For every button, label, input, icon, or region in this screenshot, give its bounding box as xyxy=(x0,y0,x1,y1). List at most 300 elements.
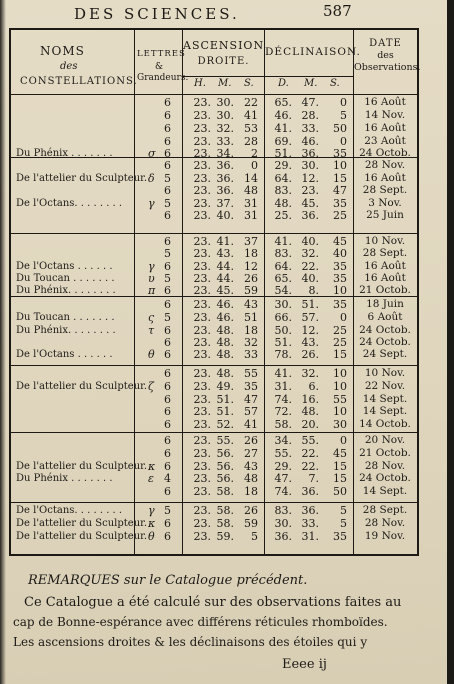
ra-hours: 23. xyxy=(193,272,211,285)
star-letter: κ xyxy=(148,517,156,530)
star-magnitude: 6 xyxy=(164,393,171,406)
observation-date: 18 Juin xyxy=(366,298,404,310)
star-magnitude: 6 xyxy=(164,367,171,380)
star-magnitude: 6 xyxy=(164,147,171,160)
col-lettres-gr: Grandeurs. xyxy=(137,73,189,83)
dec-degrees: 30. xyxy=(274,517,292,530)
running-header: DES SCIENCES. xyxy=(74,5,240,23)
ra-minutes: 59. xyxy=(216,530,234,543)
col-noms-header: NOMS xyxy=(40,44,85,58)
dec-minutes: 40. xyxy=(301,272,319,285)
star-magnitude: 5 xyxy=(164,311,171,324)
dec-minutes: 12. xyxy=(301,324,319,337)
dec-minutes: 20. xyxy=(301,418,319,431)
constellation-name: Du Phénix. . . . . . . . xyxy=(16,285,116,296)
ra-minutes: 48. xyxy=(216,336,234,349)
remarks-title: REMARQUES sur le Catalogue précédent. xyxy=(28,573,308,588)
table-row xyxy=(0,405,454,418)
star-magnitude: 6 xyxy=(164,184,171,197)
ra-hours: 23. xyxy=(193,247,211,260)
table-row xyxy=(0,418,454,431)
dec-seconds: 10 xyxy=(333,159,347,172)
observation-date: 22 Nov. xyxy=(364,380,406,392)
dec-minutes: 12. xyxy=(301,172,319,185)
dec-minutes: 23. xyxy=(301,184,319,197)
observation-date: 28 Nov. xyxy=(364,517,406,529)
star-magnitude: 6 xyxy=(164,348,171,361)
dec-seconds: 35 xyxy=(333,530,347,543)
dec-seconds: 45 xyxy=(333,447,347,460)
ra-hours: 23. xyxy=(193,298,211,311)
ra-seconds: 33 xyxy=(244,348,258,361)
dec-degrees: 64. xyxy=(274,260,292,273)
dec-degrees: 65. xyxy=(274,96,292,109)
remarks-line-1: Ce Catalogue a été calculé sur des observations faites au xyxy=(24,595,402,610)
table-row xyxy=(0,447,454,460)
dec-seconds: 5 xyxy=(340,109,347,122)
unit-ds: S. xyxy=(330,78,340,89)
ra-minutes: 46. xyxy=(216,298,234,311)
dec-degrees: 55. xyxy=(274,447,292,460)
dec-seconds: 10 xyxy=(333,367,347,380)
dec-seconds: 30 xyxy=(333,418,347,431)
table-row xyxy=(0,348,454,361)
table-row xyxy=(0,380,454,393)
observation-date: 28 Nov. xyxy=(364,460,406,472)
table-row xyxy=(0,504,454,517)
table-row xyxy=(0,485,454,498)
star-magnitude: 6 xyxy=(164,235,171,248)
observation-date: 24 Octob. xyxy=(359,336,411,348)
ra-minutes: 34. xyxy=(216,147,234,160)
constellation-name: De l'attelier du Sculpteur. xyxy=(16,381,148,392)
table-row xyxy=(0,434,454,447)
table-row xyxy=(0,96,454,109)
col-noms-const: CONSTELLATIONS. xyxy=(20,76,138,87)
ra-minutes: 56. xyxy=(216,472,234,485)
star-magnitude: 5 xyxy=(164,504,171,517)
observation-date: 28 Sept. xyxy=(362,184,408,196)
star-magnitude: 6 xyxy=(164,122,171,135)
ra-minutes: 44. xyxy=(216,272,234,285)
dec-minutes: 36. xyxy=(301,504,319,517)
observation-date: 16 Août xyxy=(364,122,406,134)
ra-minutes: 56. xyxy=(216,447,234,460)
ra-hours: 23. xyxy=(193,96,211,109)
star-letter: θ xyxy=(148,530,155,543)
ra-seconds: 18 xyxy=(244,324,258,337)
dec-seconds: 35 xyxy=(333,272,347,285)
group-rule xyxy=(9,233,419,234)
star-letter: δ xyxy=(148,172,155,185)
observation-date: 20 Nov. xyxy=(364,434,406,446)
dec-minutes: 36. xyxy=(301,485,319,498)
ra-hours: 23. xyxy=(193,284,211,297)
dec-seconds: 35 xyxy=(333,197,347,210)
ra-hours: 23. xyxy=(193,311,211,324)
dec-seconds: 50 xyxy=(333,122,347,135)
dec-degrees: 74. xyxy=(274,393,292,406)
observation-date: 23 Août xyxy=(364,135,406,147)
dec-degrees: 72. xyxy=(274,405,292,418)
observation-date: 16 Août xyxy=(364,260,406,272)
observation-date: 14 Nov. xyxy=(364,109,406,121)
col-date-header: DATE xyxy=(369,38,402,49)
col-lettres-header: LETTRES xyxy=(137,49,186,59)
ra-hours: 23. xyxy=(193,485,211,498)
dec-minutes: 26. xyxy=(301,348,319,361)
ra-minutes: 52. xyxy=(216,418,234,431)
dec-minutes: 36. xyxy=(301,147,319,160)
star-magnitude: 5 xyxy=(164,247,171,260)
dec-degrees: 54. xyxy=(274,284,292,297)
star-letter: ε xyxy=(148,472,154,485)
ra-hours: 23. xyxy=(193,348,211,361)
ra-seconds: 35 xyxy=(244,380,258,393)
unit-h: H. xyxy=(194,78,206,89)
ra-minutes: 33. xyxy=(216,135,234,148)
star-magnitude: 6 xyxy=(164,405,171,418)
dec-degrees: 46. xyxy=(274,109,292,122)
dec-degrees: 30. xyxy=(274,298,292,311)
star-magnitude: 6 xyxy=(164,324,171,337)
dec-minutes: 7. xyxy=(308,472,319,485)
dec-seconds: 40 xyxy=(333,247,347,260)
dec-degrees: 64. xyxy=(274,172,292,185)
ra-minutes: 51. xyxy=(216,405,234,418)
ra-seconds: 47 xyxy=(244,393,258,406)
ra-seconds: 18 xyxy=(244,485,258,498)
dec-minutes: 40. xyxy=(301,235,319,248)
ra-hours: 23. xyxy=(193,504,211,517)
ra-minutes: 32. xyxy=(216,122,234,135)
ra-seconds: 27 xyxy=(244,447,258,460)
constellation-name: Du Toucan . . . . . . . xyxy=(16,273,115,284)
constellation-name: De l'attelier du Sculpteur. xyxy=(16,518,148,529)
dec-seconds: 50 xyxy=(333,485,347,498)
constellation-name: De l'attelier du Sculpteur. xyxy=(16,173,148,184)
star-magnitude: 6 xyxy=(164,159,171,172)
dec-minutes: 55. xyxy=(301,434,319,447)
dec-minutes: 57. xyxy=(301,311,319,324)
ra-seconds: 41 xyxy=(244,109,258,122)
star-magnitude: 6 xyxy=(164,447,171,460)
ra-minutes: 36. xyxy=(216,184,234,197)
dec-minutes: 48. xyxy=(301,405,319,418)
ra-seconds: 18 xyxy=(244,247,258,260)
star-magnitude: 6 xyxy=(164,109,171,122)
ra-seconds: 41 xyxy=(244,418,258,431)
observation-date: 10 Nov. xyxy=(364,235,406,247)
star-magnitude: 5 xyxy=(164,172,171,185)
dec-minutes: 43. xyxy=(301,336,319,349)
star-letter: ς xyxy=(148,311,155,324)
dec-minutes: 22. xyxy=(301,447,319,460)
dec-seconds: 0 xyxy=(340,434,347,447)
col-declinaison-header: DÉCLINAISON. xyxy=(265,46,361,58)
remarks-line-3: Les ascensions droites & les déclinaisons des étoiles qui y xyxy=(13,635,368,649)
observation-date: 28 Nov. xyxy=(364,159,406,171)
dec-degrees: 29. xyxy=(274,460,292,473)
ra-seconds: 43 xyxy=(244,460,258,473)
star-letter: κ xyxy=(148,460,156,473)
ra-minutes: 41. xyxy=(216,235,234,248)
ra-minutes: 36. xyxy=(216,159,234,172)
table-row xyxy=(0,209,454,222)
constellation-name: Du Phénix . . . . . . . xyxy=(16,473,113,484)
dec-minutes: 6. xyxy=(308,380,319,393)
star-magnitude: 6 xyxy=(164,298,171,311)
observation-date: 3 Nov. xyxy=(368,197,402,209)
ra-hours: 23. xyxy=(193,109,211,122)
ra-hours: 23. xyxy=(193,235,211,248)
ra-hours: 23. xyxy=(193,324,211,337)
ra-minutes: 58. xyxy=(216,485,234,498)
dec-degrees: 83. xyxy=(274,184,292,197)
ra-seconds: 22 xyxy=(244,96,258,109)
dec-degrees: 51. xyxy=(274,336,292,349)
ra-seconds: 43 xyxy=(244,298,258,311)
ra-hours: 23. xyxy=(193,434,211,447)
star-magnitude: 6 xyxy=(164,485,171,498)
observation-date: 14 Octob. xyxy=(359,418,411,430)
dec-minutes: 22. xyxy=(301,460,319,473)
ra-hours: 23. xyxy=(193,172,211,185)
observation-date: 28 Sept. xyxy=(362,247,408,259)
ra-hours: 23. xyxy=(193,135,211,148)
dec-seconds: 45 xyxy=(333,235,347,248)
dec-minutes: 46. xyxy=(301,135,319,148)
ra-minutes: 37. xyxy=(216,197,234,210)
ra-seconds: 2 xyxy=(251,147,258,160)
dec-minutes: 16. xyxy=(301,393,319,406)
dec-seconds: 55 xyxy=(333,393,347,406)
col-lettres-amp: & xyxy=(154,62,163,72)
observation-date: 19 Nov. xyxy=(364,530,406,542)
ra-hours: 23. xyxy=(193,159,211,172)
ra-hours: 23. xyxy=(193,530,211,543)
dec-degrees: 65. xyxy=(274,272,292,285)
star-letter: θ xyxy=(148,348,155,361)
table-row xyxy=(0,298,454,311)
dec-seconds: 35 xyxy=(333,147,347,160)
table-row xyxy=(0,109,454,122)
star-letter: γ xyxy=(148,197,155,210)
dec-degrees: 58. xyxy=(274,418,292,431)
star-magnitude: 6 xyxy=(164,284,171,297)
observation-date: 25 Juin xyxy=(366,209,404,221)
subheader-rule xyxy=(182,76,353,77)
constellation-name: De l'Octans . . . . . . xyxy=(16,261,113,272)
star-magnitude: 5 xyxy=(164,272,171,285)
ra-seconds: 53 xyxy=(244,122,258,135)
dec-minutes: 36. xyxy=(301,209,319,222)
dec-minutes: 33. xyxy=(301,122,319,135)
star-magnitude: 4 xyxy=(164,472,171,485)
dec-seconds: 35 xyxy=(333,260,347,273)
ra-seconds: 48 xyxy=(244,472,258,485)
dec-minutes: 30. xyxy=(301,159,319,172)
ra-seconds: 57 xyxy=(244,405,258,418)
ra-hours: 23. xyxy=(193,472,211,485)
dec-seconds: 5 xyxy=(340,517,347,530)
col-ascension-header: ASCENSION xyxy=(183,39,265,52)
table-row xyxy=(0,184,454,197)
dec-minutes: 47. xyxy=(301,96,319,109)
observation-date: 24 Octob. xyxy=(359,472,411,484)
dec-degrees: 66. xyxy=(274,311,292,324)
table-row xyxy=(0,284,454,297)
ra-minutes: 58. xyxy=(216,517,234,530)
dec-degrees: 47. xyxy=(274,472,292,485)
observation-date: 24 Octob. xyxy=(359,324,411,336)
ra-minutes: 49. xyxy=(216,380,234,393)
star-letter: γ xyxy=(148,260,155,273)
constellation-name: Du Phénix . . . . . . . xyxy=(16,148,113,159)
ra-seconds: 26 xyxy=(244,272,258,285)
dec-seconds: 5 xyxy=(340,504,347,517)
signature-mark: Eeee ij xyxy=(282,657,327,672)
ra-seconds: 26 xyxy=(244,504,258,517)
star-letter: σ xyxy=(148,147,156,160)
star-magnitude: 6 xyxy=(164,460,171,473)
unit-m: M. xyxy=(218,78,232,89)
dec-degrees: 78. xyxy=(274,348,292,361)
dec-seconds: 10 xyxy=(333,284,347,297)
ra-hours: 23. xyxy=(193,197,211,210)
table-row xyxy=(0,122,454,135)
ra-hours: 23. xyxy=(193,184,211,197)
table-row xyxy=(0,530,454,543)
dec-minutes: 32. xyxy=(301,247,319,260)
ra-seconds: 37 xyxy=(244,235,258,248)
dec-seconds: 0 xyxy=(340,96,347,109)
ra-hours: 23. xyxy=(193,405,211,418)
dec-degrees: 74. xyxy=(274,485,292,498)
star-magnitude: 6 xyxy=(164,209,171,222)
ra-seconds: 51 xyxy=(244,311,258,324)
unit-s: S. xyxy=(244,78,254,89)
observation-date: 14 Sept. xyxy=(362,393,408,405)
ra-hours: 23. xyxy=(193,517,211,530)
constellation-name: De l'Octans. . . . . . . . xyxy=(16,505,123,516)
star-magnitude: 6 xyxy=(164,434,171,447)
dec-minutes: 33. xyxy=(301,517,319,530)
dec-degrees: 29. xyxy=(274,159,292,172)
constellation-name: De l'Octans. . . . . . . . xyxy=(16,198,123,209)
ra-hours: 23. xyxy=(193,447,211,460)
ra-minutes: 51. xyxy=(216,393,234,406)
ra-hours: 23. xyxy=(193,418,211,431)
dec-degrees: 83. xyxy=(274,247,292,260)
observation-date: 14 Sept. xyxy=(362,485,408,497)
dec-degrees: 25. xyxy=(274,209,292,222)
ra-minutes: 45. xyxy=(216,284,234,297)
ra-minutes: 46. xyxy=(216,311,234,324)
constellation-name: Du Toucan . . . . . . . xyxy=(16,312,115,323)
star-magnitude: 6 xyxy=(164,260,171,273)
dec-seconds: 10 xyxy=(333,380,347,393)
dec-seconds: 25 xyxy=(333,336,347,349)
dec-seconds: 47 xyxy=(333,184,347,197)
star-letter: τ xyxy=(148,324,155,337)
ra-minutes: 30. xyxy=(216,109,234,122)
dec-minutes: 31. xyxy=(301,530,319,543)
col-noms-des: des xyxy=(60,61,78,72)
dec-seconds: 35 xyxy=(333,298,347,311)
ra-seconds: 48 xyxy=(244,184,258,197)
dec-seconds: 0 xyxy=(340,135,347,148)
group-rule xyxy=(9,365,419,366)
dec-degrees: 41. xyxy=(274,122,292,135)
dec-degrees: 48. xyxy=(274,197,292,210)
ra-hours: 23. xyxy=(193,122,211,135)
page-number: 587 xyxy=(323,2,352,20)
observation-date: 28 Sept. xyxy=(362,504,408,516)
ra-seconds: 31 xyxy=(244,197,258,210)
dec-seconds: 25 xyxy=(333,209,347,222)
ra-minutes: 30. xyxy=(216,96,234,109)
dec-minutes: 51. xyxy=(301,298,319,311)
constellation-name: De l'attelier du Sculpteur. xyxy=(16,531,148,542)
ra-seconds: 0 xyxy=(251,159,258,172)
ra-seconds: 31 xyxy=(244,209,258,222)
star-letter: γ xyxy=(148,504,155,517)
constellation-name: De l'Octans . . . . . . xyxy=(16,349,113,360)
group-rule xyxy=(9,502,419,503)
ra-minutes: 43. xyxy=(216,247,234,260)
dec-minutes: 45. xyxy=(301,197,319,210)
observation-date: 24 Octob. xyxy=(359,147,411,159)
ra-minutes: 58. xyxy=(216,504,234,517)
ra-minutes: 48. xyxy=(216,324,234,337)
star-magnitude: 6 xyxy=(164,96,171,109)
col-ascension-droite: DROITE. xyxy=(197,56,250,67)
table-row xyxy=(0,517,454,530)
dec-seconds: 15 xyxy=(333,472,347,485)
observation-date: 16 Août xyxy=(364,272,406,284)
ra-hours: 23. xyxy=(193,460,211,473)
ra-seconds: 55 xyxy=(244,367,258,380)
ra-minutes: 44. xyxy=(216,260,234,273)
ra-minutes: 36. xyxy=(216,172,234,185)
ra-hours: 23. xyxy=(193,380,211,393)
unit-d: D. xyxy=(278,78,289,89)
dec-degrees: 69. xyxy=(274,135,292,148)
ra-hours: 23. xyxy=(193,260,211,273)
unit-dm: M. xyxy=(304,78,318,89)
table-row xyxy=(0,159,454,172)
constellation-name: Du Phénix. . . . . . . . xyxy=(16,325,116,336)
constellation-name: De l'attelier du Sculpteur. xyxy=(16,461,148,472)
ra-seconds: 26 xyxy=(244,434,258,447)
ra-seconds: 59 xyxy=(244,284,258,297)
dec-minutes: 28. xyxy=(301,109,319,122)
table-row xyxy=(0,311,454,324)
header-rule xyxy=(9,94,419,95)
table-row xyxy=(0,367,454,380)
ra-seconds: 59 xyxy=(244,517,258,530)
col-date-obs: Observations. xyxy=(354,62,421,73)
dec-seconds: 10 xyxy=(333,405,347,418)
ra-seconds: 5 xyxy=(251,530,258,543)
dec-degrees: 41. xyxy=(274,235,292,248)
star-magnitude: 6 xyxy=(164,517,171,530)
ra-seconds: 12 xyxy=(244,260,258,273)
observation-date: 14 Sept. xyxy=(362,405,408,417)
star-magnitude: 6 xyxy=(164,418,171,431)
star-magnitude: 6 xyxy=(164,530,171,543)
